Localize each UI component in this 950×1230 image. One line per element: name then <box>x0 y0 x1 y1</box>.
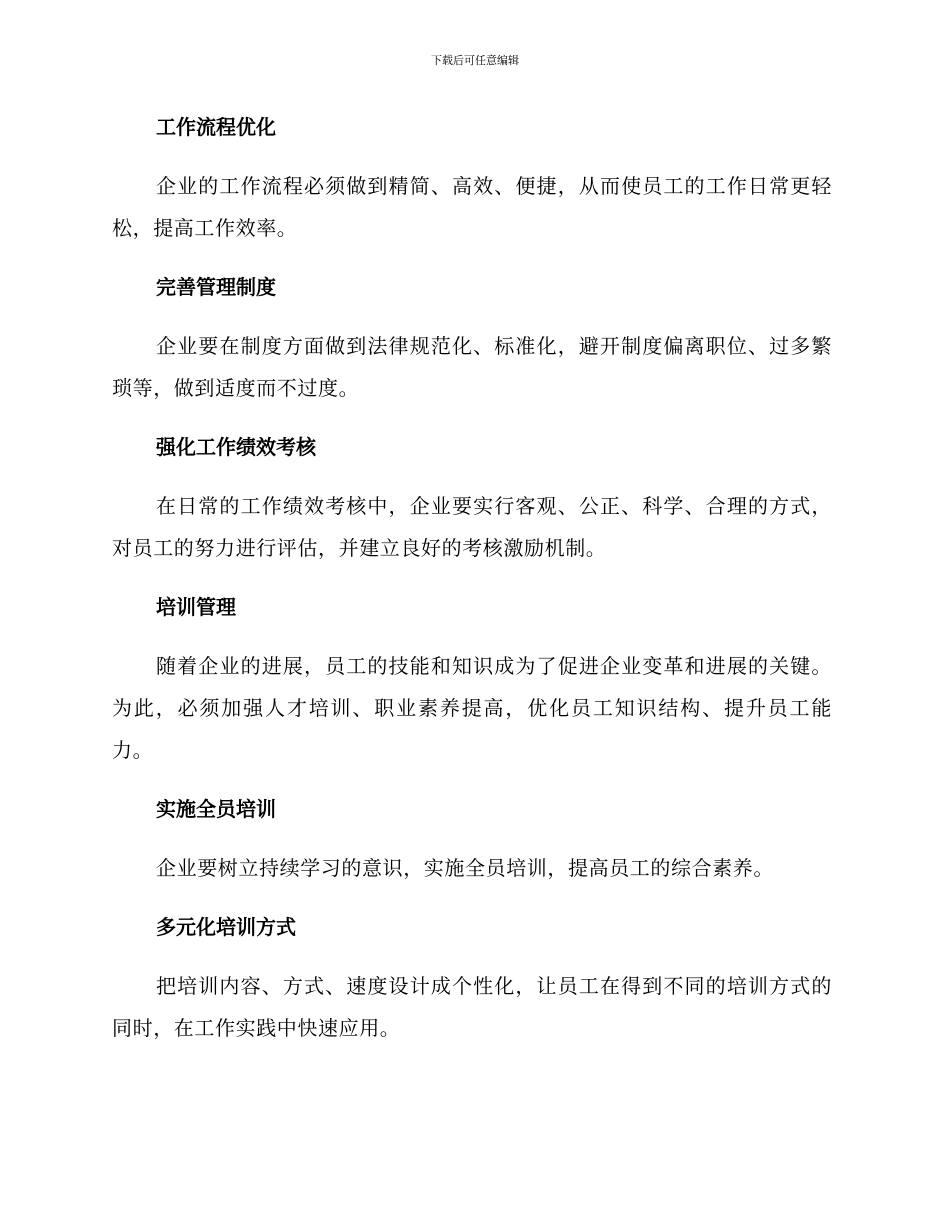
page-header: 下载后可任意编辑 <box>431 54 519 67</box>
section-paragraph: 企业要树立持续学习的意识，实施全员培训，提高员工的综合素养。 <box>156 856 774 880</box>
section-paragraph: 把培训内容、方式、速度设计成个性化，让员工在得到不同的培训方式的同时，在工作实践中快速应用。 <box>112 974 832 1040</box>
section <box>112 109 832 249</box>
section-paragraph: 在日常的工作绩效考核中，企业要实行客观、公正、科学、合理的方式，对员工的努力进行评估，并建立良好的考核激励机制。 <box>112 494 832 560</box>
section-heading: 工作流程优化 <box>156 115 276 139</box>
section <box>112 429 832 569</box>
section-heading: 实施全员培训 <box>156 797 276 821</box>
section <box>112 909 832 1049</box>
section-paragraph: 随着企业的进展，员工的技能和知识成为了促进企业变革和进展的关键。为此，必须加强人才培训、职业素养提高，优化员工知识结构、提升员工能力。 <box>112 654 832 762</box>
section-paragraph: 企业要在制度方面做到法律规范化、标准化，避开制度偏离职位、过多繁琐等，做到适度而不过度。 <box>112 334 832 400</box>
section <box>112 791 832 889</box>
section-heading: 多元化培训方式 <box>156 915 296 939</box>
section-heading: 培训管理 <box>156 595 236 619</box>
section-heading: 完善管理制度 <box>156 275 276 299</box>
section <box>112 269 832 409</box>
section <box>112 589 832 771</box>
document-body <box>112 109 832 1069</box>
section-paragraph: 企业的工作流程必须做到精简、高效、便捷，从而使员工的工作日常更轻松，提高工作效率。 <box>112 174 832 240</box>
section-heading: 强化工作绩效考核 <box>156 435 316 459</box>
